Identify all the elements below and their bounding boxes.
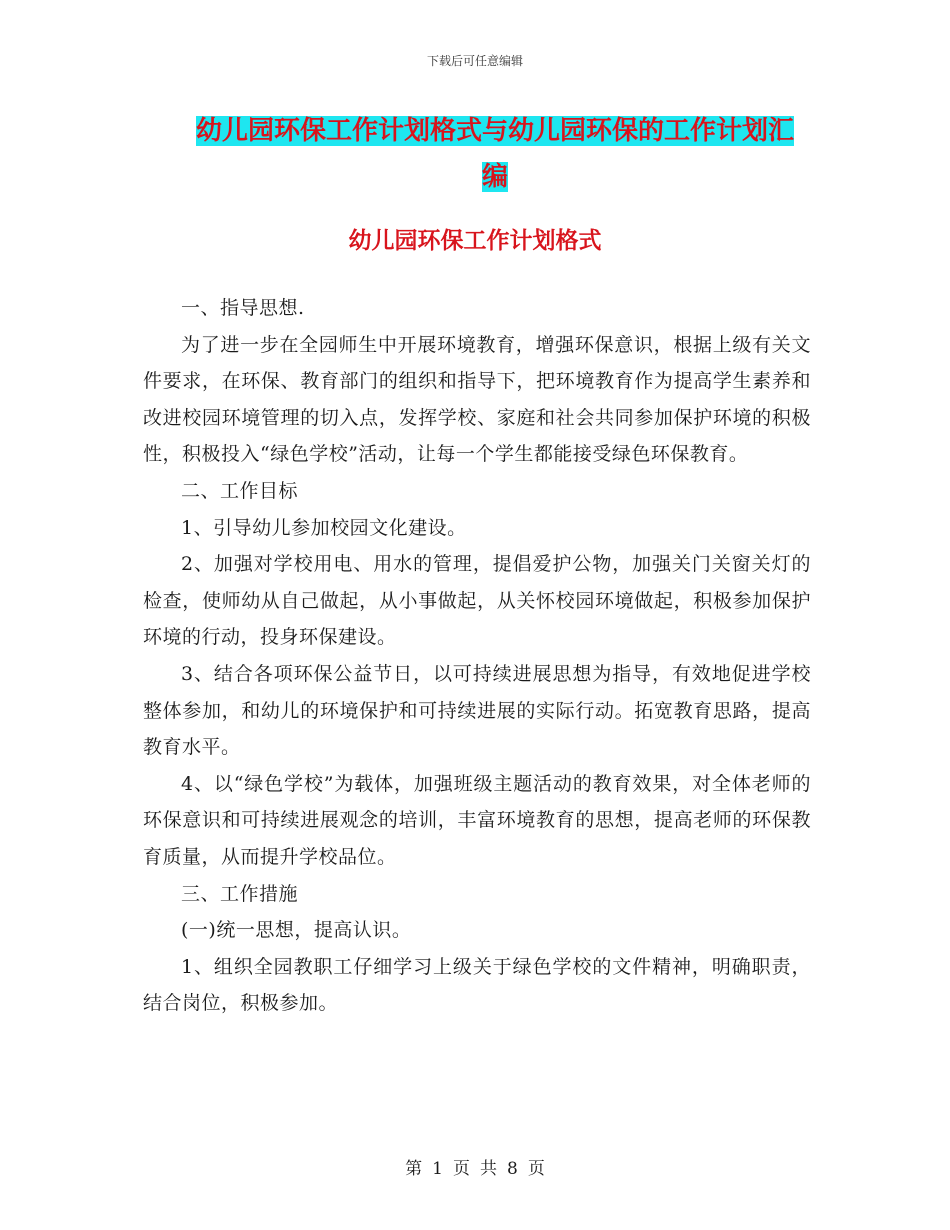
document-title-line-1: 幼儿园环保工作计划格式与幼儿园环保的工作计划汇 bbox=[195, 116, 794, 146]
document-title bbox=[150, 108, 840, 200]
heading-guiding-ideology: 一、指导思想. bbox=[181, 297, 305, 319]
paragraph-goal-3: 3、结合各项环保公益节日，以可持续进展思想为指导，有效地促进学校整体参加，和幼儿的环境保护和可持续进展的实际行动。拓宽教育思路，提高教育水平。 bbox=[143, 662, 811, 759]
footer-prefix: 第 bbox=[405, 1159, 423, 1179]
paragraph-goal-4: 4、以“绿色学校”为载体，加强班级主题活动的教育效果，对全体老师的环保意识和可持续进展观念的培训，丰富环境教育的思想，提高老师的环保教育质量，从而提升学校品位。 bbox=[143, 772, 811, 868]
paragraph-guiding-ideology: 为了进一步在全园师生中开展环境教育，增强环保意识，根据上级有关文件要求，在环保、教育部门的组织和指导下，把环境教育作为提高学生素养和改进校园环境管理的切入点，发挥学校、家庭和社会共同参加保护环境的积极性，积极投入“绿色学校”活动，让每一个学生都能接受绿色环保教育。 bbox=[143, 333, 811, 466]
footer-total-prefix: 共 bbox=[480, 1159, 497, 1179]
section-title: 幼儿园环保工作计划格式 bbox=[348, 228, 602, 254]
header-note: 下载后可任意编辑 bbox=[426, 54, 523, 68]
subheading-unify-thinking: (一)统一思想，提高认识。 bbox=[181, 919, 412, 942]
heading-work-measures: 三、工作措施 bbox=[181, 882, 299, 905]
document-title-line-2: 编 bbox=[481, 162, 508, 192]
document-body bbox=[143, 290, 811, 1022]
footer-total-pages: 8 bbox=[507, 1159, 518, 1179]
page-footer bbox=[0, 1154, 950, 1179]
heading-work-goals: 二、工作目标 bbox=[181, 479, 299, 502]
footer-page-word: 页 bbox=[453, 1159, 470, 1179]
paragraph-goal-1: 1、引导幼儿参加校园文化建设。 bbox=[181, 516, 467, 539]
footer-page-number: 1 bbox=[432, 1159, 443, 1179]
footer-suffix: 页 bbox=[527, 1159, 545, 1179]
paragraph-goal-2: 2、加强对学校用电、用水的管理，提倡爱护公物，加强关门关窗关灯的检查，使师幼从自己做起，从小事做起，从关怀校园环境做起，积极参加保护环境的行动，投身环保建设。 bbox=[143, 553, 811, 649]
paragraph-measure-1: 1、组织全园教职工仔细学习上级关于绿色学校的文件精神，明确职责，结合岗位，积极参加。 bbox=[143, 955, 811, 1015]
